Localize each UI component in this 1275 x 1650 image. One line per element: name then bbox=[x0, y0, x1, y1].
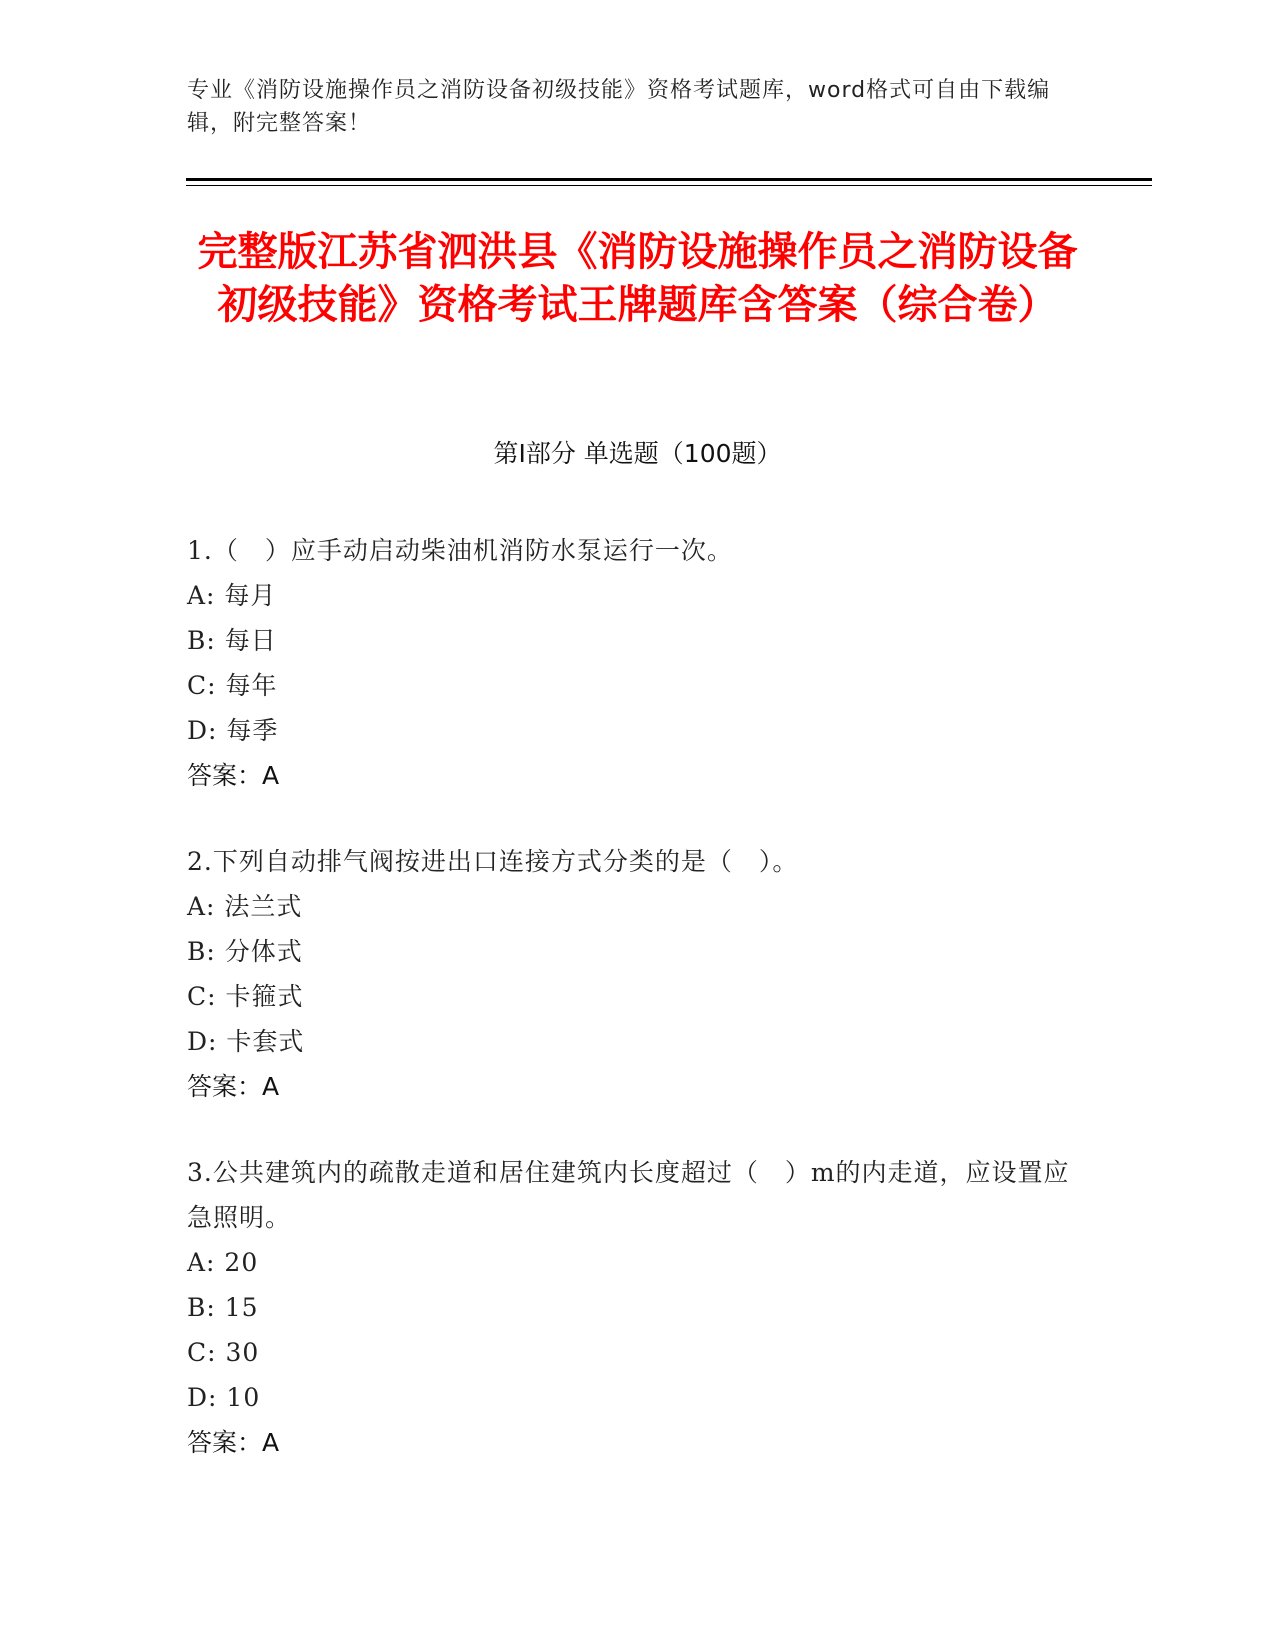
option-c: C: 每年 bbox=[187, 671, 278, 700]
question-stem: 3.公共建筑内的疏散走道和居住建筑内长度超过（ ）m的内走道，应设置应急照明。 bbox=[187, 1158, 1070, 1232]
option-d: D: 卡套式 bbox=[187, 1027, 305, 1056]
header-divider-thin bbox=[186, 185, 1152, 186]
header-divider-thick bbox=[186, 178, 1152, 181]
option-a: A: 法兰式 bbox=[187, 892, 303, 921]
option-b: B: 15 bbox=[187, 1293, 259, 1322]
option-a: A: 每月 bbox=[187, 581, 277, 610]
option-b: B: 每日 bbox=[187, 626, 277, 655]
option-d: D: 10 bbox=[187, 1383, 261, 1412]
question-stem: 2.下列自动排气阀按进出口连接方式分类的是（ ）。 bbox=[187, 847, 799, 876]
answer: 答案：A bbox=[187, 1428, 280, 1457]
question-1 bbox=[187, 528, 1087, 798]
answer: 答案：A bbox=[187, 1072, 280, 1101]
document-title: 完整版江苏省泗洪县《消防设施操作员之消防设备初级技能》资格考试王牌题库含答案（综合卷） bbox=[197, 229, 1078, 328]
answer: 答案：A bbox=[187, 761, 280, 790]
option-b: B: 分体式 bbox=[187, 937, 303, 966]
question-list bbox=[187, 528, 1087, 1506]
question-3 bbox=[187, 1150, 1087, 1465]
option-d: D: 每季 bbox=[187, 716, 279, 745]
option-c: C: 卡箍式 bbox=[187, 982, 304, 1011]
question-2 bbox=[187, 839, 1087, 1109]
option-a: A: 20 bbox=[187, 1248, 259, 1277]
option-c: C: 30 bbox=[187, 1338, 260, 1367]
section-title: 第Ⅰ部分 单选题（100题） bbox=[493, 439, 782, 468]
header-note: 专业《消防设施操作员之消防设备初级技能》资格考试题库，word格式可自由下载编辑，附完整答案！ bbox=[187, 78, 1051, 136]
question-stem: 1.（ ）应手动启动柴油机消防水泵运行一次。 bbox=[187, 536, 733, 565]
